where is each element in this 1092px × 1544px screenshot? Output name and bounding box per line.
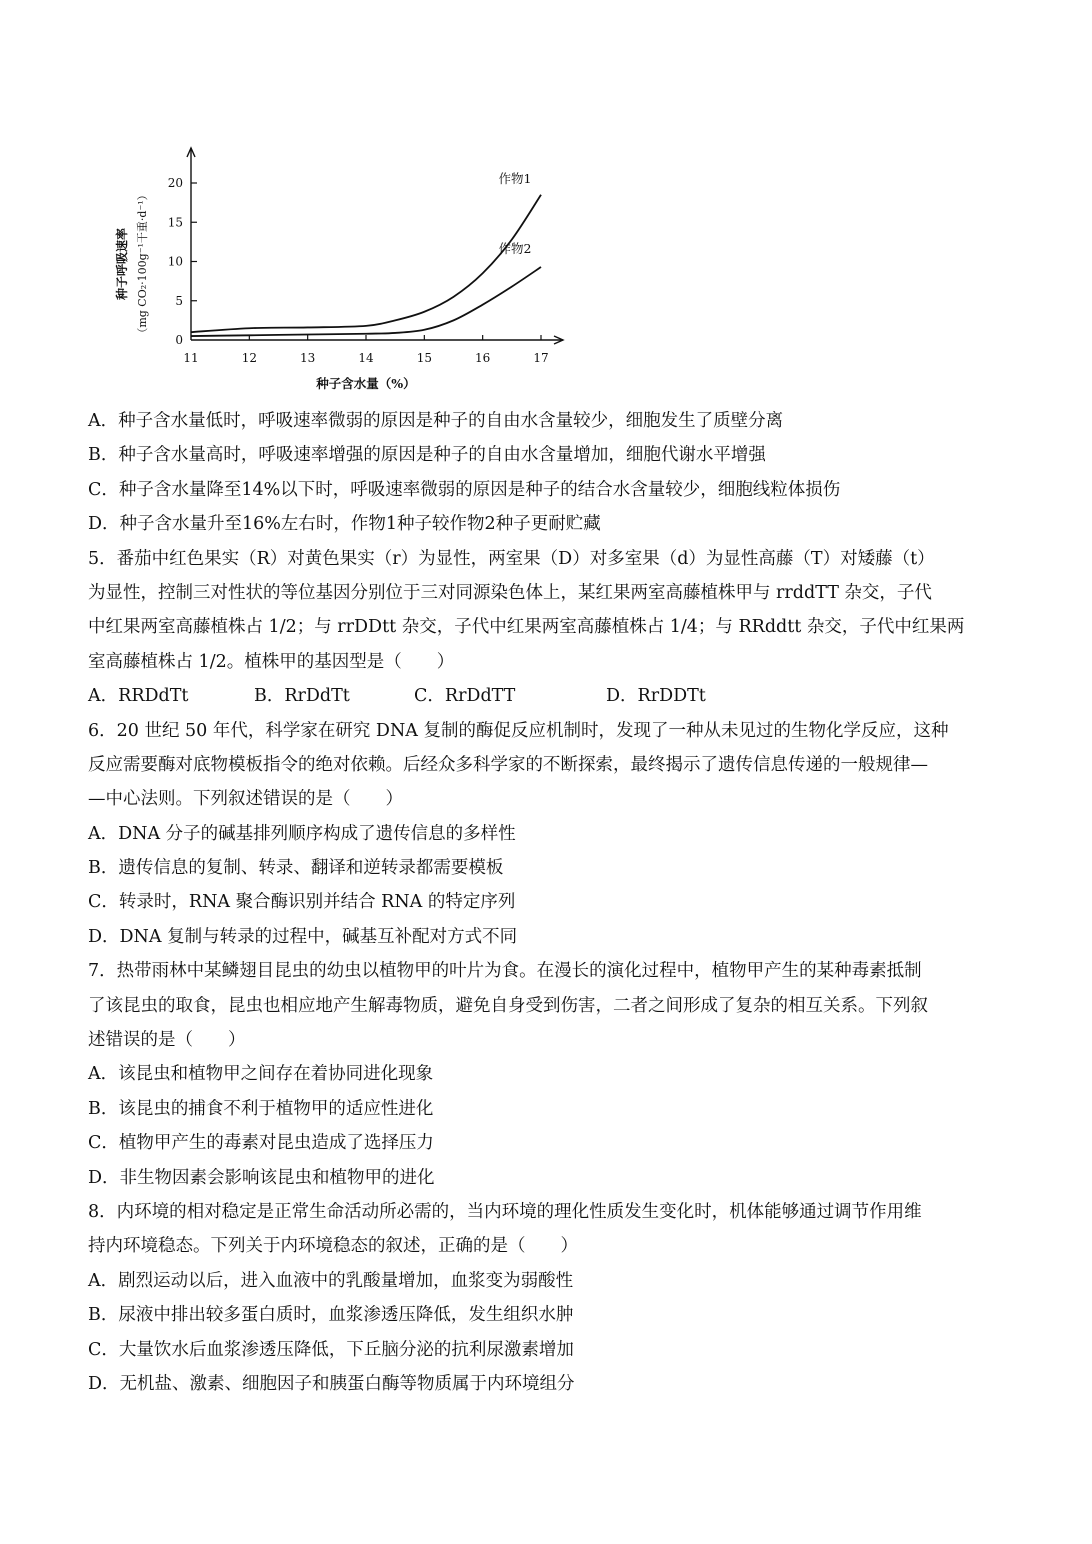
q6-option-c: C．转录时，RNA 聚合酶识别并结合 RNA 的特定序列 — [88, 892, 516, 913]
x-tick-label: 12 — [241, 351, 257, 365]
q5-stem-line: 5．番茄中红色果实（R）对黄色果实（r）为显性，两室果（D）对多室果（d）为显性高藤（T）对矮藤（t） — [88, 548, 935, 569]
q7-option-c: C．植物甲产生的毒素对昆虫造成了选择压力 — [88, 1133, 434, 1154]
y-axis-unit-label: （mg CO₂·100g⁻¹干重·d⁻¹） — [136, 189, 149, 339]
q4-option-b: B．种子含水量高时，呼吸速率增强的原因是种子的自由水含量增加，细胞代谢水平增强 — [88, 445, 766, 466]
q7-option-b: B．该昆虫的捕食不利于植物甲的适应性进化 — [88, 1098, 434, 1119]
q6-stem-line: —中心法则。下列叙述错误的是（ ） — [88, 789, 403, 810]
q7-option-d: D．非生物因素会影响该昆虫和植物甲的进化 — [88, 1167, 435, 1188]
q8-stem-line: 8．内环境的相对稳定是正常生命活动所必需的，当内环境的理化性质发生变化时，机体能够通过调节作用维 — [88, 1201, 922, 1222]
x-tick-label: 11 — [183, 351, 199, 365]
q5-option-b: B．RrDdTt — [254, 686, 350, 707]
x-tick-label: 16 — [475, 351, 491, 365]
x-axis-label: 种子含水量（%） — [316, 376, 416, 391]
q8-stem-line: 持内环境稳态。下列关于内环境稳态的叙述，正确的是（ ） — [88, 1236, 578, 1257]
series-label-1: 作物1 — [498, 170, 532, 186]
question-7 — [88, 954, 1008, 1195]
question-5 — [88, 542, 1008, 714]
y-axis-label: 种子呼吸速率 — [115, 227, 129, 301]
x-tick-label: 13 — [300, 351, 316, 365]
q5-option-c: C．RrDdTT — [414, 686, 516, 707]
q7-stem-line: 述错误的是（ ） — [88, 1030, 246, 1051]
question-6 — [88, 714, 1008, 955]
q5-stem-line: 室高藤植株占 1/2。植株甲的基因型是（ ） — [88, 651, 455, 672]
chart-labels — [114, 171, 531, 391]
question-content — [88, 404, 1008, 1401]
q4-option-a: A．种子含水量低时，呼吸速率微弱的原因是种子的自由水含量较少，细胞发生了质壁分离 — [88, 411, 784, 431]
q4-option-c: C．种子含水量降至14%以下时，呼吸速率微弱的原因是种子的结合水含量较少，细胞线粒体损伤 — [88, 479, 841, 500]
q5-stem-line: 中红果两室高藤植株占 1/2；与 rrDDtt 杂交，子代中红果两室高藤植株占 1/4；与 RRddtt 杂交，子代中红果两 — [88, 617, 965, 638]
x-tick-label: 15 — [416, 351, 432, 365]
q8-option-c: C．大量饮水后血浆渗透压降低，下丘脑分泌的抗利尿激素增加 — [88, 1339, 574, 1360]
q6-stem-line: 反应需要酶对底物模板指令的绝对依赖。后经众多科学家的不断探索，最终揭示了遗传信息传递的一般规律— — [88, 754, 928, 775]
q6-option-a: A．DNA 分子的碱基排列顺序构成了遗传信息的多样性 — [88, 823, 516, 844]
respiration-rate-chart — [100, 140, 580, 400]
chart-curves — [191, 195, 541, 336]
x-tick-label: 14 — [358, 351, 374, 365]
question-8 — [88, 1195, 1008, 1401]
y-tick-label: 0 — [175, 333, 183, 347]
y-tick-label: 15 — [167, 215, 183, 230]
x-tick-label: 17 — [533, 351, 549, 365]
q5-stem-line: 为显性，控制三对性状的等位基因分别位于三对同源染色体上，某红果两室高藤植株甲与 rrddTT 杂交，子代 — [88, 582, 932, 603]
q8-option-d: D．无机盐、激素、细胞因子和胰蛋白酶等物质属于内环境组分 — [88, 1373, 575, 1394]
q8-option-a: A．剧烈运动以后，进入血液中的乳酸量增加，血浆变为弱酸性 — [88, 1270, 574, 1291]
q6-stem-line: 6．20 世纪 50 年代，科学家在研究 DNA 复制的酶促反应机制时，发现了一种从未见过的生物化学反应，这种 — [88, 720, 949, 741]
question-4-options — [88, 404, 1008, 542]
q5-option-a: A．RRDdTt — [88, 686, 189, 707]
q6-option-d: D．DNA 复制与转录的过程中，碱基互补配对方式不同 — [88, 926, 518, 947]
q8-option-b: B．尿液中排出较多蛋白质时，血浆渗透压降低，发生组织水肿 — [88, 1305, 574, 1326]
q5-options — [88, 679, 1008, 713]
y-tick-label: 20 — [167, 176, 183, 190]
q4-option-d: D．种子含水量升至16%左右时，作物1种子较作物2种子更耐贮藏 — [88, 514, 601, 535]
series-line-1 — [191, 195, 541, 332]
q7-stem-line: 7．热带雨林中某鳞翅目昆虫的幼虫以植物甲的叶片为食。在漫长的演化过程中，植物甲产生的某种毒素抵制 — [88, 961, 922, 982]
y-tick-label: 5 — [175, 293, 183, 308]
q5-option-d: D．RrDDTt — [606, 686, 706, 707]
q7-stem-line: 了该昆虫的取食，昆虫也相应地产生解毒物质，避免自身受到伤害，二者之间形成了复杂的相互关系。下列叙 — [88, 995, 928, 1016]
q6-option-b: B．遗传信息的复制、转录、翻译和逆转录都需要模板 — [88, 858, 504, 879]
y-tick-label: 10 — [167, 254, 183, 269]
q7-option-a: A．该昆虫和植物甲之间存在着协同进化现象 — [88, 1064, 434, 1085]
chart-ticks — [168, 176, 549, 365]
series-label-2: 作物2 — [498, 240, 532, 256]
